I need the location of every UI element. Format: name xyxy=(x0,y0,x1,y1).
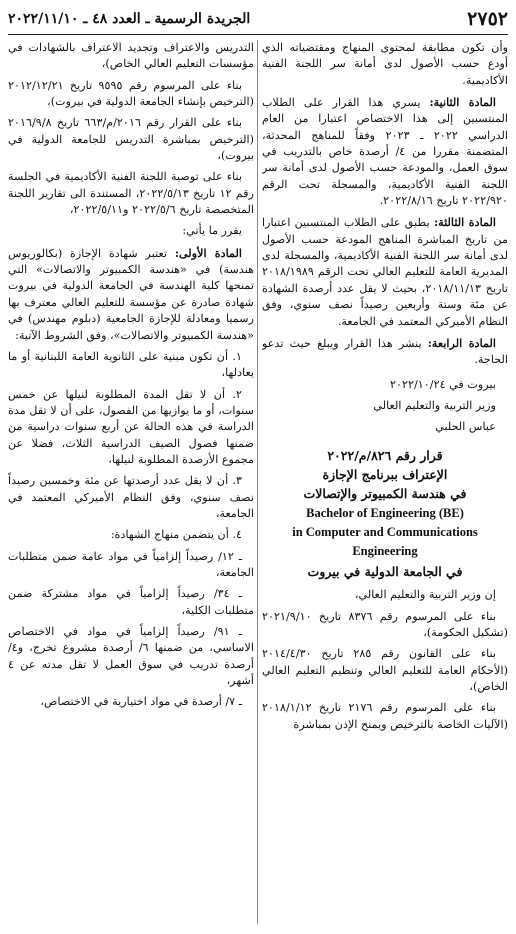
left-column xyxy=(8,40,254,930)
decision-english-1: Bachelor of Engineering (BE) xyxy=(306,505,464,520)
article-3 xyxy=(262,214,508,329)
decision-subject-1: الإعتراف ببرنامج الإجازة xyxy=(322,466,448,482)
article-label: المادة الرابعة: xyxy=(427,335,496,350)
signature-block xyxy=(262,377,508,436)
decision-university: في الجامعة الدولية في بيروت xyxy=(307,563,463,579)
continuation-text: التدريس والاعتراف وتجديد الاعتراف بالشهادات في مؤسسات التعليم العالي الخاص)، xyxy=(8,41,254,71)
article-text: تعتبر شهادة الإجازة (بكالوريوس هندسة) في «هندسة الكمبيوتر والاتصالات» التي تمنحها كلية الهندسة في الجامعة الدولية في بيروت شهادة صادرة عن مؤسسة للتعليم العالي معترف بها رسميا ومعادلة للإجازة الجامعية (دبلوم مهندس) في «هندسة الكمبيوتر والاتصالات»، وفق الشروط الآتية: xyxy=(8,246,254,342)
condition-item: ٣. أن لا يقل عدد أرصدتها عن مئة وخمسين رصيداً نصف سنوي، وفق النظام الأميركي المعتمد في الجامعة، xyxy=(8,474,254,520)
running-title: الجريدة الرسمية ـ العدد ٤٨ ـ ٢٠٢٢/١١/١٠ xyxy=(8,11,251,27)
column-divider xyxy=(257,40,258,924)
article-label: المادة الثالثة: xyxy=(434,215,496,230)
page-header xyxy=(8,6,508,32)
curriculum-item: ـ ١٢/ رصيداً إلزامياً في مواد عامة ضمن متطلبات الجامعة، xyxy=(8,549,254,579)
header-rule xyxy=(8,34,508,35)
decision-number: قرار رقم ٨٢٦/م/٢٠٢٢ xyxy=(327,447,443,463)
preamble-item: بناء على توصية اللجنة الفنية الأكاديمية في الجلسة رقم ١٢ تاريخ ٢٠٢٢/٥/١٣، المستندة الى تقارير اللجنة المتخصصة تاريخ ٢٠٢٢/٥/٦ و٢٠٢٢/٥/١١، xyxy=(8,170,254,217)
curriculum-item: ـ ٧/ أرصدة في مواد اختيارية في الاختصاص، xyxy=(40,695,242,709)
article-text: ينشر هذا القرار ويبلغ حيث تدعو الحاجة. xyxy=(262,336,508,367)
curriculum-item: ـ ٣٤/ رصيداً إلزامياً في مواد مشتركة ضمن متطلبات الكلية، xyxy=(8,587,254,617)
preamble-item: إن وزير التربية والتعليم العالي، xyxy=(354,588,496,602)
decides-text: يقرر ما يأتي: xyxy=(182,224,242,238)
preamble-item: بناء على المرسوم رقم ٨٣٧٦ تاريخ ٢٠٢١/٩/١٠ (تشكيل الحكومة)، xyxy=(262,609,508,639)
preamble-item: بناء على القرار رقم ٢٠١٦/م/٦٦٣ تاريخ ٢٠١٦/٩/٨ (الترخيص بمباشرة التدريس للجامعة الدولية في بيروت)، xyxy=(8,116,254,163)
condition-item: ١. أن تكون مبنية على الثانوية العامة اللبنانية أو ما يعادلها، xyxy=(8,349,254,380)
article-2 xyxy=(262,94,508,209)
signature-title: وزير التربية والتعليم العالي xyxy=(373,398,496,412)
condition-item: ٤. أن يتضمن منهاج الشهادة: xyxy=(110,528,242,542)
curriculum-item: ـ ٩١/ رصيداً إلزامياً في مواد في الاختصاص الاساسي، من ضمنها ٦/ أرصدة مشروع تخرج، و٤/ أرصدة تدريب في سوق العمل لا تقل مدته عن ٤ أشهر، xyxy=(8,625,254,688)
right-column xyxy=(262,40,508,930)
signature-place-date: بيروت في ٢٠٢٢/١٠/٢٤ xyxy=(389,377,496,391)
article-label: المادة الأولى: xyxy=(174,245,243,260)
preamble-item: بناء على القانون رقم ٢٨٥ تاريخ ٢٠١٤/٤/٣٠ (الأحكام العامة للتعليم العالي وتنظيم التعليم العالي الخاص)، xyxy=(262,647,508,693)
page-number: ٢٧٥٢ xyxy=(467,8,508,30)
decision-english-3: Engineering xyxy=(352,544,418,559)
decision-subject-2: في هندسة الكمبيوتر والإتصالات xyxy=(303,486,467,502)
article-4 xyxy=(262,335,508,369)
signature-name: عباس الحلبي xyxy=(435,420,496,434)
continuation-text: وأن تكون مطابقة لمحتوى المنهاج ومقتضياته الذي أودع حسب الأصول لدى أمانة سر اللجنة الفنية الأكاديمية. xyxy=(262,41,508,87)
decision-english-2: in Computer and Communications xyxy=(292,525,478,540)
preamble-item: بناء على المرسوم رقم ٩٥٩٥ تاريخ ٢٠١٢/١٢/٢١ (الترخيص بإنشاء الجامعة الدولية في بيروت)، xyxy=(8,78,254,109)
condition-item: ٢. أن لا تقل المدة المطلوبة لنيلها عن خمس سنوات، أو ما يوازيها من الفصول، على أن لا تقل مدة الدراسة في هذه الحالة عن أربع سنوات دراسية من ضمنها فصول الصيف الدراسية الثلاث، فضلا عن مجموع الأرصدة المطلوبة لنيلها، xyxy=(8,387,254,466)
article-text: يطبق على الطلاب المنتسبين اعتبارا من تاريخ المباشرة المناهج المودعة حسب الأصول لدى أمانة سر اللجنة الفنية الأكاديمية، والمسجلة لدى المديرية العامة للتعليم العالي تحت الرقم ٢٠١٨/١٩٨٩ تاريخ ٢٠١٨/١١/١٣، بحيث لا يقل عدد أرصدة الشهادة عن مئة وستة وأربعين رصيداً نصف سنوي، وفق النظام الأميركي المعتمد في الجامعة. xyxy=(262,216,508,328)
preamble-item: بناء على المرسوم رقم ٢١٧٦ تاريخ ٢٠١٨/١/١٢ (الآليات الخاصة بالترخيص ويمنح الإذن بمباشرة xyxy=(262,701,508,731)
article-1 xyxy=(8,245,254,344)
article-text: يسري هذا القرار على الطلاب المنتسبين إلى هذا الاختصاص اعتبارا من العام الدراسي ٢٠٢٢ ـ ٢٠٢٣ وفقاً للمناهج المحدثة، المتضمنة مقررا من ٤/ أرصدة خاص بالتدريب في سوق العمل، والمودعة حسب الأصول لدى أمانة سر اللجنة الفنية الأكاديمية، والمسجلة تحت الرقم ٢٠٢٢/٩٢٠ تاريخ ٢٠٢٢/٨/١٦. xyxy=(262,96,508,208)
decision-heading xyxy=(262,446,508,582)
article-label: المادة الثانية: xyxy=(429,95,496,110)
